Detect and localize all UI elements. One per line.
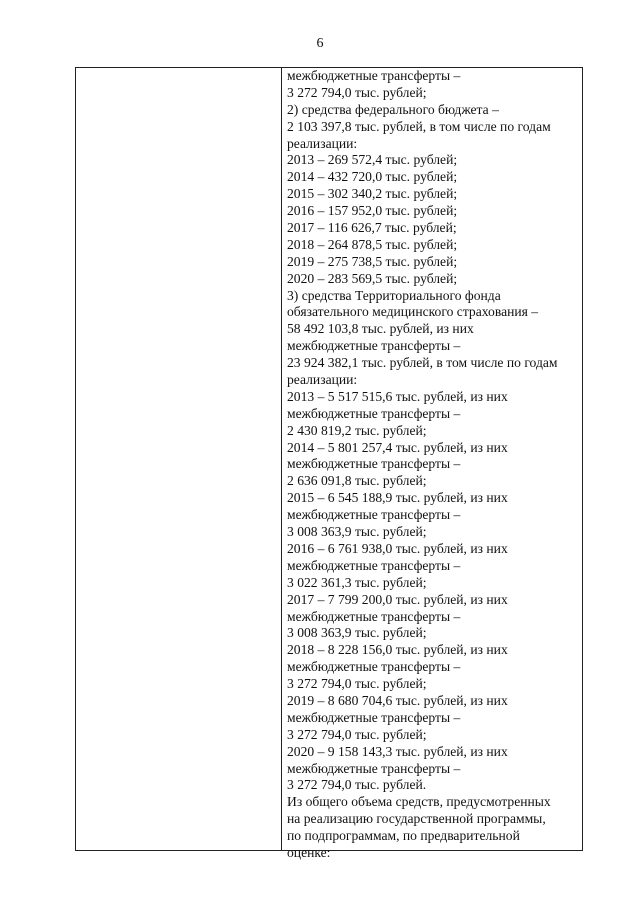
text-line: 3) средства Территориального фонда <box>287 287 501 303</box>
text-line: межбюджетные трансферты – <box>287 456 461 472</box>
text-line: на реализацию государственной программы, <box>287 811 546 827</box>
text-line: 2019 – 8 680 704,6 тыс. рублей, из них <box>287 692 508 708</box>
text-line: 58 492 103,8 тыс. рублей, из них <box>287 321 474 337</box>
text-line: 2 636 091,8 тыс. рублей; <box>287 473 427 489</box>
text-line: межбюджетные трансферты – <box>287 557 461 573</box>
text-line: межбюджетные трансферты – <box>287 338 461 354</box>
text-line: межбюджетные трансферты – <box>287 507 461 523</box>
table-right-cell <box>282 68 582 860</box>
text-line: 2020 – 283 569,5 тыс. рублей; <box>287 270 458 286</box>
text-line: 2013 – 5 517 515,6 тыс. рублей, из них <box>287 388 508 404</box>
text-line: 3 272 794,0 тыс. рублей; <box>287 84 427 100</box>
text-line: 3 008 363,9 тыс. рублей; <box>287 524 427 540</box>
text-line: 2017 – 7 799 200,0 тыс. рублей, из них <box>287 591 508 607</box>
text-line: Из общего объема средств, предусмотренных <box>287 794 551 810</box>
text-line: межбюджетные трансферты – <box>287 608 461 624</box>
text-line: межбюджетные трансферты – <box>287 405 461 421</box>
text-line: межбюджетные трансферты – <box>287 760 461 776</box>
text-line: реализации: <box>287 372 358 388</box>
text-line: 2) средства федерального бюджета – <box>287 101 499 117</box>
text-line: межбюджетные трансферты – <box>287 68 461 83</box>
text-line: 3 008 363,9 тыс. рублей; <box>287 625 427 641</box>
text-line: обязательного медицинского страхования – <box>287 304 539 320</box>
text-line: 2019 – 275 738,5 тыс. рублей; <box>287 253 458 269</box>
text-line: 2 430 819,2 тыс. рублей; <box>287 422 427 438</box>
text-line: 2018 – 8 228 156,0 тыс. рублей, из них <box>287 642 508 658</box>
text-line: 3 022 361,3 тыс. рублей; <box>287 574 427 590</box>
text-line: межбюджетные трансферты – <box>287 659 461 675</box>
text-line: 3 272 794,0 тыс. рублей; <box>287 726 427 742</box>
text-line: реализации: <box>287 135 358 151</box>
text-line: 3 272 794,0 тыс. рублей; <box>287 676 427 692</box>
text-line: 23 924 382,1 тыс. рублей, в том числе по годам <box>287 355 558 371</box>
text-line: по подпрограммам, по предварительной <box>287 828 520 844</box>
text-line: 2013 – 269 572,4 тыс. рублей; <box>287 152 458 168</box>
page-number: 6 <box>316 36 324 51</box>
document-table <box>75 67 583 860</box>
text-line: 2 103 397,8 тыс. рублей, в том числе по годам <box>287 118 551 134</box>
text-line: 2014 – 5 801 257,4 тыс. рублей, из них <box>287 439 508 455</box>
text-line: 2014 – 432 720,0 тыс. рублей; <box>287 169 458 185</box>
text-line: 2016 – 157 952,0 тыс. рублей; <box>287 203 458 219</box>
text-line: 2016 – 6 761 938,0 тыс. рублей, из них <box>287 540 508 556</box>
table-left-cell <box>76 68 282 850</box>
text-line: 2018 – 264 878,5 тыс. рублей; <box>287 236 458 252</box>
text-line: 2015 – 302 340,2 тыс. рублей; <box>287 186 458 202</box>
text-line: 2017 – 116 626,7 тыс. рублей; <box>287 220 457 236</box>
text-line: межбюджетные трансферты – <box>287 709 461 725</box>
text-line: 2020 – 9 158 143,3 тыс. рублей, из них <box>287 743 508 759</box>
text-line: оценке: <box>287 844 331 860</box>
text-line: 2015 – 6 545 188,9 тыс. рублей, из них <box>287 490 508 506</box>
text-line: 3 272 794,0 тыс. рублей. <box>287 777 427 793</box>
